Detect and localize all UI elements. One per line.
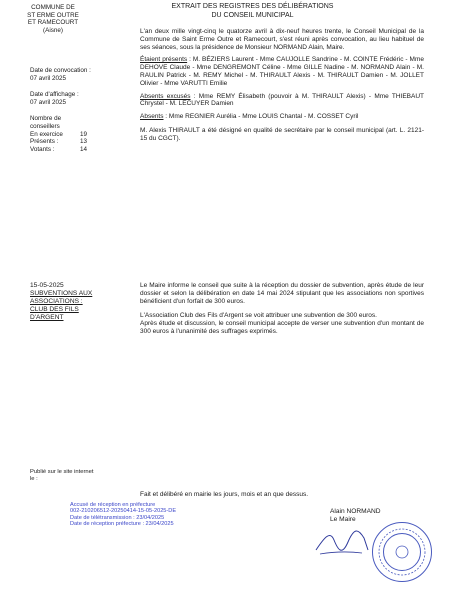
commune-line: (Aisne) [43, 26, 63, 34]
commune-line: ET RAMECOURT [27, 19, 79, 27]
subject-line: ASSOCIATIONS : [30, 298, 83, 305]
stat-value: 14 [79, 145, 87, 153]
publie-line: Publié sur le site internet [30, 469, 94, 475]
absents-list: : Mme REGNIER Aurélia - Mme LOUIS Chantal - M. COSSET Cyril [163, 113, 359, 121]
stat-label: En exercice [30, 130, 63, 138]
left-meta [30, 67, 125, 153]
prefecture-stamp [70, 502, 176, 528]
publication-note [30, 469, 125, 483]
commune-block [18, 4, 88, 34]
subject-line: SUBVENTIONS AUX [30, 290, 93, 297]
stat-value: 19 [79, 130, 87, 138]
deliberation-ref [30, 282, 125, 322]
subject-line: D'ARGENT [30, 314, 64, 321]
absents-paragraph [140, 113, 424, 121]
maire-signature [312, 520, 372, 562]
intro-paragraph: L'an deux mille vingt-cinq le quatorze avril à dix-neuf heures trente, le Conseil Municipal de la Commune de Saint Erme Outre et Ramecourt, s'est réuni après convocation, au lieu habituel de ses séances, sous la présidence de Monsieur NORMAND Alain, Maire. [140, 28, 424, 51]
session-block [140, 28, 424, 143]
commune-line: COMMUNE DE [31, 4, 75, 11]
nombre-label: Nombre de conseillers [30, 115, 62, 130]
affichage-label: Date d'affichage : [30, 91, 79, 99]
stat-value: 13 [79, 138, 87, 146]
document-title [140, 3, 365, 20]
stat-label: Présents : [30, 138, 59, 146]
presents-label: Étaient présents [140, 56, 188, 64]
deliberation-paragraph: L'Association Club des Fils d'Argent se voit attribuer une subvention de 300 euros. [140, 312, 377, 320]
deliberation-date: 15-05-2025 [30, 282, 64, 289]
stat-row [30, 146, 125, 154]
maire-name: Alain NORMAND [330, 508, 381, 515]
stat-row [30, 131, 125, 139]
stat-label: Votants : [30, 145, 55, 153]
fait-line: Fait et délibéré en mairie les jours, mois et an que dessus. [140, 491, 309, 498]
stamp-line: Date de réception préfecture : 23/04/2025 [70, 521, 174, 528]
convocation-date: 07 avril 2025 [30, 74, 67, 82]
stamp-line: Accusé de réception en préfecture [70, 502, 156, 508]
stat-row [30, 138, 125, 146]
stamp-line: 002-210206512-20250414-15-05-2025-DE [70, 508, 177, 515]
title-line: DU CONSEIL MUNICIPAL [211, 11, 294, 19]
excuses-label: Absents excusés [140, 92, 191, 100]
presents-list: : M. BÉZIERS Laurent - Mme CAUJOLLE Sandrine - M. COINTE Frédéric - Mme DEHOVE Claude - Mme DENGREMONT Céline - Mme GILLE Nadine - M. NORMAND Alain - M. RAULIN Patrick - M. REMY Michel - M. THIRAULT Alexis - M. THIRAULT Damien - M. JOLLET Olivier - Mme VARUTTI Emilie [140, 56, 424, 87]
secretaire-paragraph: M. Alexis THIRAULT a été désigné en qualité de secrétaire par le conseil municipal (art. L. 2121-15 du CGCT). [140, 126, 424, 142]
commune-line: ST ERME OUTRE [27, 11, 79, 19]
absents-label: Absents [140, 113, 164, 121]
maire-title: Le Maire [330, 516, 356, 523]
publie-line: le : [30, 476, 38, 482]
deliberation-paragraph: Après étude et discussion, le conseil municipal accepte de verser une subvention d'un montant de 300 euros à l'unanimité des suffrages exprimés. [140, 320, 424, 335]
excuses-paragraph [140, 93, 424, 109]
subject-line: CLUB DES FILS [30, 306, 79, 313]
stamp-line: Date de télétransmission : 23/04/2025 [70, 514, 165, 521]
affichage-date: 07 avril 2025 [30, 98, 67, 106]
deliberation-paragraph: Le Maire informe le conseil que suite à la réception du dossier de subvention, après étude de leur dossier et selon la délibération en date 14 mai 2024 stipulant que les associations non sportives bénéficient d'un forfait de 300 euros. [140, 282, 424, 305]
mairie-seal-icon [372, 522, 432, 582]
excuses-list: : Mme REMY Élisabeth (pouvoir à M. THIRAULT Alexis) - Mme THIEBAUT Chrystel - M. LECUYER Damien [140, 92, 425, 108]
presents-paragraph [140, 56, 424, 87]
deliberation-body [140, 282, 424, 336]
title-line: EXTRAIT DES REGISTRES DES DÉLIBÉRATIONS [171, 3, 334, 10]
convocation-label: Date de convocation : [30, 67, 91, 74]
